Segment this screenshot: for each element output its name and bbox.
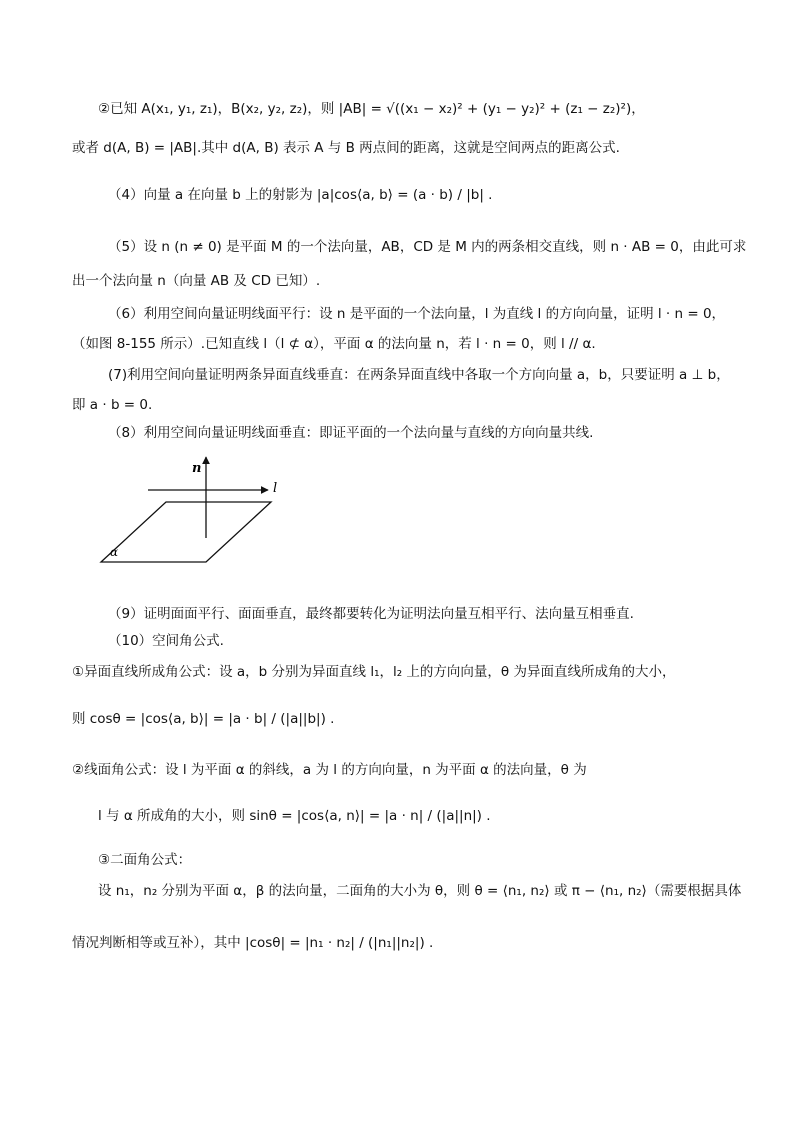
line-11: （9）证明面面平行、面面垂直，最终都要转化为证明法向量互相平行、法向量互相垂直. (108, 606, 634, 622)
line-7: （如图 8-155 所示）.已知直线 l（l ⊄ α），平面 α 的法向量 n，若 l · n = 0，则 l // α. (72, 336, 596, 352)
line-4: （5）设 n (n ≠ 0) 是平面 M 的一个法向量，AB，CD 是 M 内的两条相交直线，则 n · AB = 0，由此可求 (108, 239, 747, 255)
plane-alpha (101, 502, 271, 562)
plane-label: α (110, 545, 119, 559)
line-label: l (273, 481, 278, 496)
line-16: l 与 α 所成角的大小，则 sinθ = |cos⟨a, n⟩| = |a · n| / (|a||n|) . (98, 808, 491, 824)
line-19: 情况判断相等或互补），其中 |cosθ| = |n₁ · n₂| / (|n₁||n₂|) . (72, 935, 434, 951)
line-2: 或者 d(A, B) = |AB|.其中 d(A, B) 表示 A 与 B 两点间的距离，这就是空间两点的距离公式. (72, 140, 620, 156)
line-10: （8）利用空间向量证明线面垂直：即证平面的一个法向量与直线的方向向量共线. (108, 425, 594, 441)
line-14: 则 cosθ = |cos⟨a, b⟩| = |a · b| / (|a||b|) . (72, 711, 335, 727)
line-18: 设 n₁，n₂ 分别为平面 α，β 的法向量，二面角的大小为 θ，则 θ = ⟨n₁, n₂⟩ 或 π − ⟨n₁, n₂⟩（需要根据具体 (98, 883, 742, 899)
line-15: ②线面角公式：设 l 为平面 α 的斜线，a 为 l 的方向向量，n 为平面 α 的法向量，θ 为 (72, 762, 587, 778)
line-6: （6）利用空间向量证明线面平行：设 n 是平面的一个法向量，l 为直线 l 的方向向量，证明 l · n = 0， (108, 306, 726, 322)
line-13: ①异面直线所成角公式：设 a，b 分别为异面直线 l₁，l₂ 上的方向向量，θ 为异面直线所成角的大小， (72, 664, 676, 680)
plane-normal-figure (96, 452, 286, 572)
line-3: （4）向量 a 在向量 b 上的射影为 |a|cos⟨a, b⟩ = (a · b) / |b| . (108, 187, 493, 203)
line-1: ②已知 A(x₁, y₁, z₁)，B(x₂, y₂, z₂)，则 |AB| = √((x₁ − x₂)² + (y₁ − y₂)² + (z₁ − z₂)²)， (98, 101, 645, 117)
line-9: 即 a · b = 0. (72, 397, 153, 413)
line-5: 出一个法向量 n（向量 AB 及 CD 已知）. (72, 273, 321, 289)
normal-label: n (192, 461, 202, 476)
line-12: （10）空间角公式. (108, 633, 224, 649)
line-17: ③二面角公式： (98, 852, 192, 868)
line-8: (7)利用空间向量证明两条异面直线垂直：在两条异面直线中各取一个方向向量 a，b，只要证明 a ⊥ b， (108, 367, 730, 383)
